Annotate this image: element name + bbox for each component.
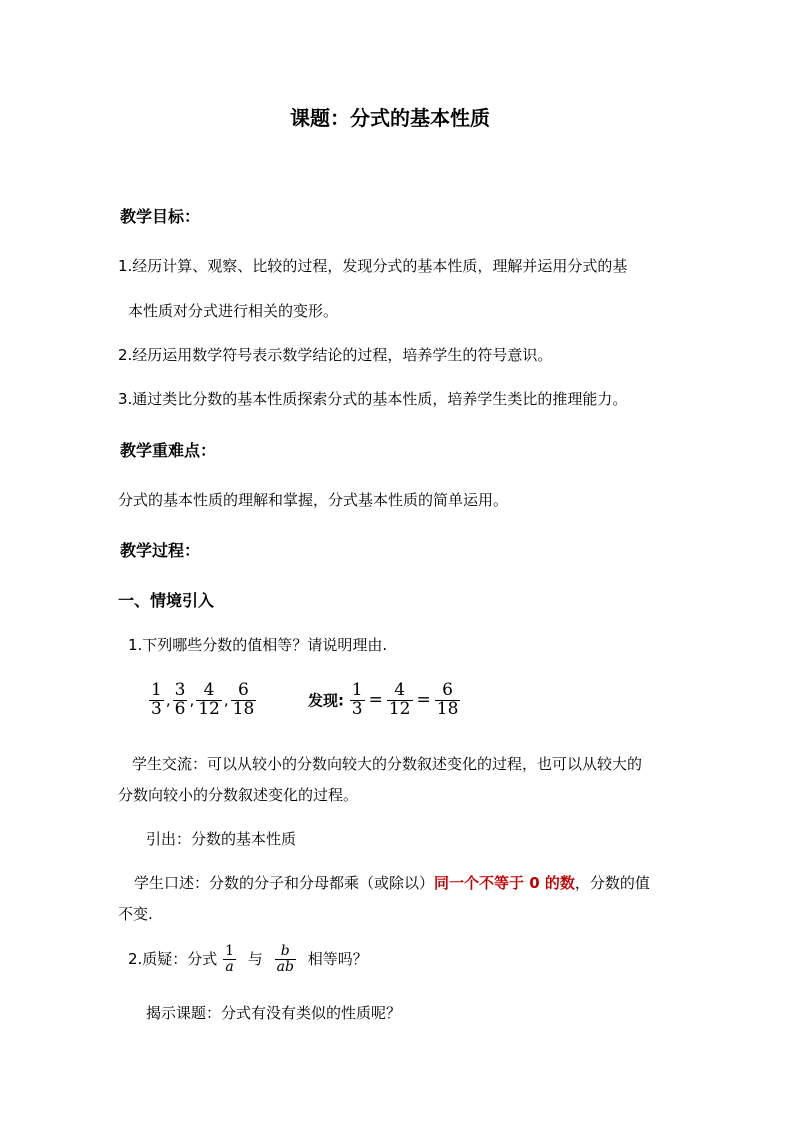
fraction: $\frac{6}{18}$	[232, 680, 255, 719]
process-heading: 教学过程：	[120, 541, 201, 560]
fraction: $\frac{1}{a}$	[225, 943, 235, 975]
goal-3: 3.通过类比分数的基本性质探索分式的基本性质，培养学生类比的推理能力。	[118, 390, 628, 408]
key-points-heading: 教学重难点：	[120, 441, 217, 460]
fraction: $\frac{1}{3}$	[351, 680, 363, 719]
exchange-line-2: 分数向较小的分数叙述变化的过程。	[118, 786, 359, 804]
goals-heading: 教学目标：	[120, 207, 201, 226]
fraction: $\frac{4}{12}$	[198, 680, 220, 719]
discover-label: 发现:	[308, 691, 344, 710]
goal-1-line-1: 1.经历计算、观察、比较的过程，发现分式的基本性质，理解并运用分式的基	[118, 257, 628, 275]
page-title: 课题：分式的基本性质	[290, 106, 490, 130]
exchange-line-1: 学生交流：可以从较小的分数向较大的分数叙述变化的过程，也可以从较大的	[132, 755, 643, 773]
oral-line-1	[134, 874, 650, 892]
oral-line-2: 不变.	[118, 905, 153, 923]
discovery: 发现: $\frac{1}{3}$ = $\frac{4}{12}$ = $\frac{6}{18}$	[308, 680, 459, 719]
part-1-heading: 一、情境引入	[118, 591, 215, 610]
oral-suffix: ，分数的值	[574, 874, 650, 892]
goal-2: 2.经历运用数学符号表示数学结论的过程，培养学生的符号意识。	[118, 346, 553, 364]
fraction: $\frac{4}{12}$	[388, 680, 411, 719]
question-2: 2.质疑：分式 $\frac{1}{a}$ 与 $\frac{b}{ab}$ 相等吗？	[128, 943, 368, 975]
key-points-text: 分式的基本性质的理解和掌握，分式基本性质的简单运用。	[118, 491, 509, 509]
oral-prefix: 学生口述：分数的分子和分母都乘（或除以）	[134, 874, 435, 892]
fraction: $\frac{3}{6}$	[174, 680, 186, 719]
goal-1-line-2: 本性质对分式进行相关的变形。	[128, 302, 339, 320]
fraction-list: $\frac{1}{3}$ , $\frac{3}{6}$ , $\frac{4}{12}$ , $\frac{6}{18}$	[151, 680, 255, 719]
fraction: $\frac{6}{18}$	[436, 680, 459, 719]
fraction: $\frac{1}{3}$	[151, 680, 162, 719]
fraction: $\frac{b}{ab}$	[276, 943, 294, 975]
question-1: 1.下列哪些分数的值相等？请说明理由.	[128, 636, 388, 654]
reveal-text: 揭示课题：分式有没有类似的性质呢？	[146, 1004, 402, 1022]
oral-highlight: 同一个不等于 0 的数	[434, 874, 575, 892]
lead-text: 引出：分数的基本性质	[146, 830, 297, 848]
